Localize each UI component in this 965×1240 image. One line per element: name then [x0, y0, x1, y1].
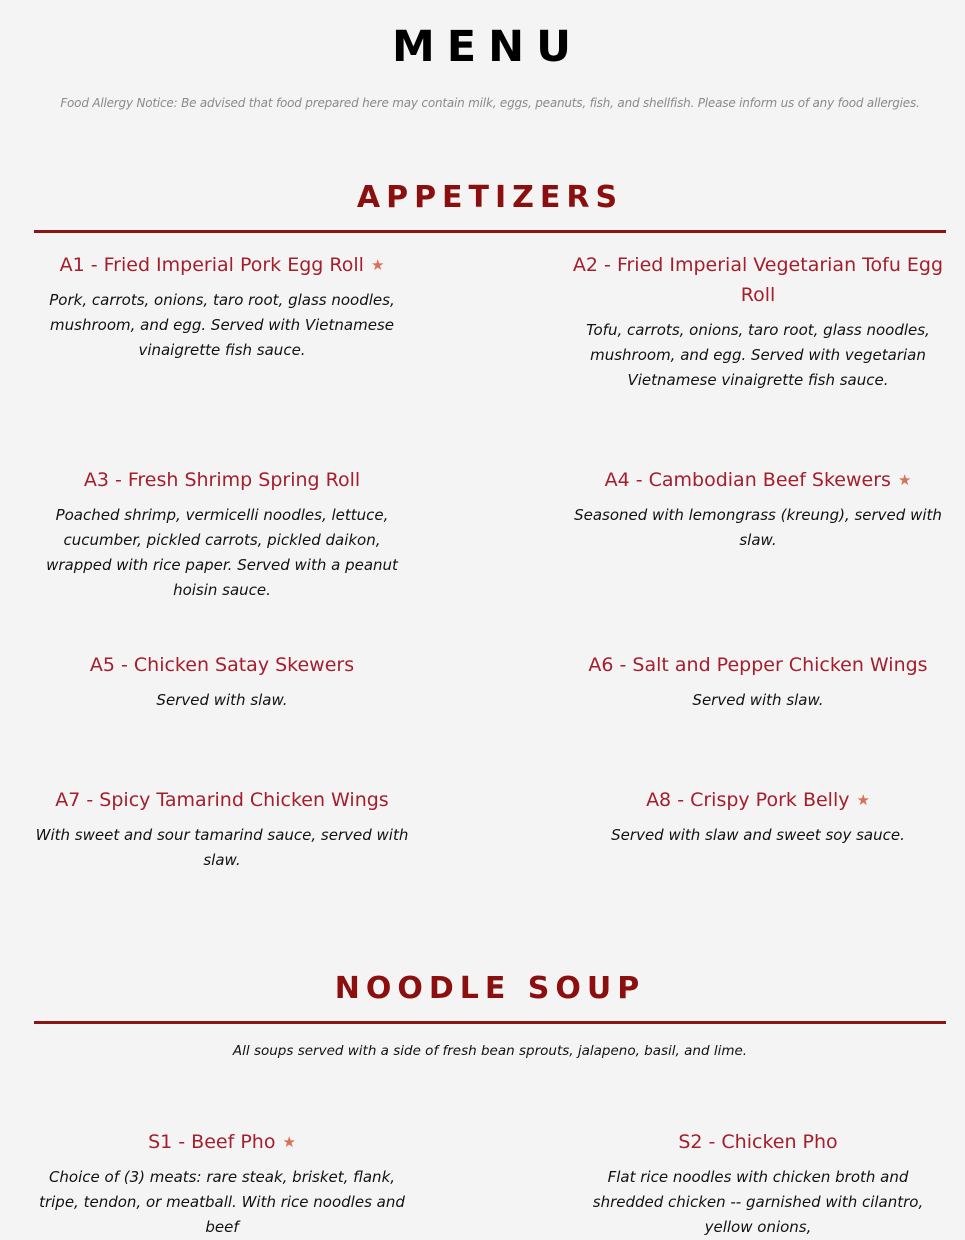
item-description: Served with slaw. [156, 691, 288, 709]
item-name: A4 - Cambodian Beef Skewers ★ [604, 469, 912, 491]
star-icon: ★ [856, 791, 870, 809]
item-name: A1 - Fried Imperial Pork Egg Roll ★ [59, 254, 385, 276]
page-title: MENU [391, 22, 584, 72]
item-name: A3 - Fresh Shrimp Spring Roll [83, 469, 361, 491]
item-description: Flat rice noodles with chicken broth and shredded chicken -- garnished with cilantro, yellow onions, [592, 1168, 924, 1236]
menu-item-a7 [34, 785, 410, 873]
section-title-noodle-soup: NOODLE SOUP [334, 971, 646, 1006]
star-icon: ★ [370, 256, 385, 274]
item-name: A6 - Salt and Pepper Chicken Wings [588, 654, 928, 676]
menu-item-a8 [570, 785, 946, 848]
item-description: Served with slaw. [692, 691, 824, 709]
item-name: S2 - Chicken Pho [678, 1131, 838, 1153]
item-name: A2 - Fried Imperial Vegetarian Tofu Egg Roll [572, 254, 944, 306]
section-divider [34, 230, 946, 233]
section-title-appetizers: APPETIZERS [356, 180, 624, 215]
item-name: A8 - Crispy Pork Belly ★ [646, 789, 870, 811]
item-description: With sweet and sour tamarind sauce, served with slaw. [35, 826, 409, 869]
menu-item-a4 [570, 465, 946, 553]
menu-item-a6 [570, 650, 946, 713]
item-description: Served with slaw and sweet soy sauce. [611, 826, 905, 844]
item-name: A5 - Chicken Satay Skewers [89, 654, 355, 676]
item-description: Tofu, carrots, onions, taro root, glass noodles, mushroom, and egg. Served with vegetarian Vietnamese vinaigrette fish sauce. [586, 321, 930, 389]
item-name: A7 - Spicy Tamarind Chicken Wings [55, 789, 389, 811]
section-divider [34, 1021, 946, 1024]
item-name: S1 - Beef Pho ★ [148, 1131, 296, 1153]
section-note: All soups served with a side of fresh bean sprouts, jalapeno, basil, and lime. [232, 1043, 748, 1059]
item-description: Seasoned with lemongrass (kreung), served with slaw. [574, 506, 942, 549]
star-icon: ★ [282, 1133, 296, 1151]
star-icon: ★ [897, 471, 912, 489]
menu-item-s2 [570, 1127, 946, 1240]
item-description: Poached shrimp, vermicelli noodles, lettuce, cucumber, pickled carrots, pickled daikon, wrapped with rice paper. Served with a peanut hoisin sauce. [46, 506, 398, 599]
menu-item-a3 [34, 465, 410, 603]
menu-item-s1 [34, 1127, 410, 1240]
menu-item-a5 [34, 650, 410, 713]
menu-item-a1 [34, 250, 410, 363]
item-description: Pork, carrots, onions, taro root, glass noodles, mushroom, and egg. Served with Vietnamese vinaigrette fish sauce. [49, 291, 395, 359]
allergy-notice: Food Allergy Notice: Be advised that food prepared here may contain milk, eggs, peanuts, fish, and shellfish. Please inform us of any food allergies. [60, 96, 920, 110]
menu-item-a2 [570, 250, 946, 393]
item-description: Choice of (3) meats: rare steak, brisket, flank, tripe, tendon, or meatball. With rice noodles and beef [39, 1168, 405, 1236]
